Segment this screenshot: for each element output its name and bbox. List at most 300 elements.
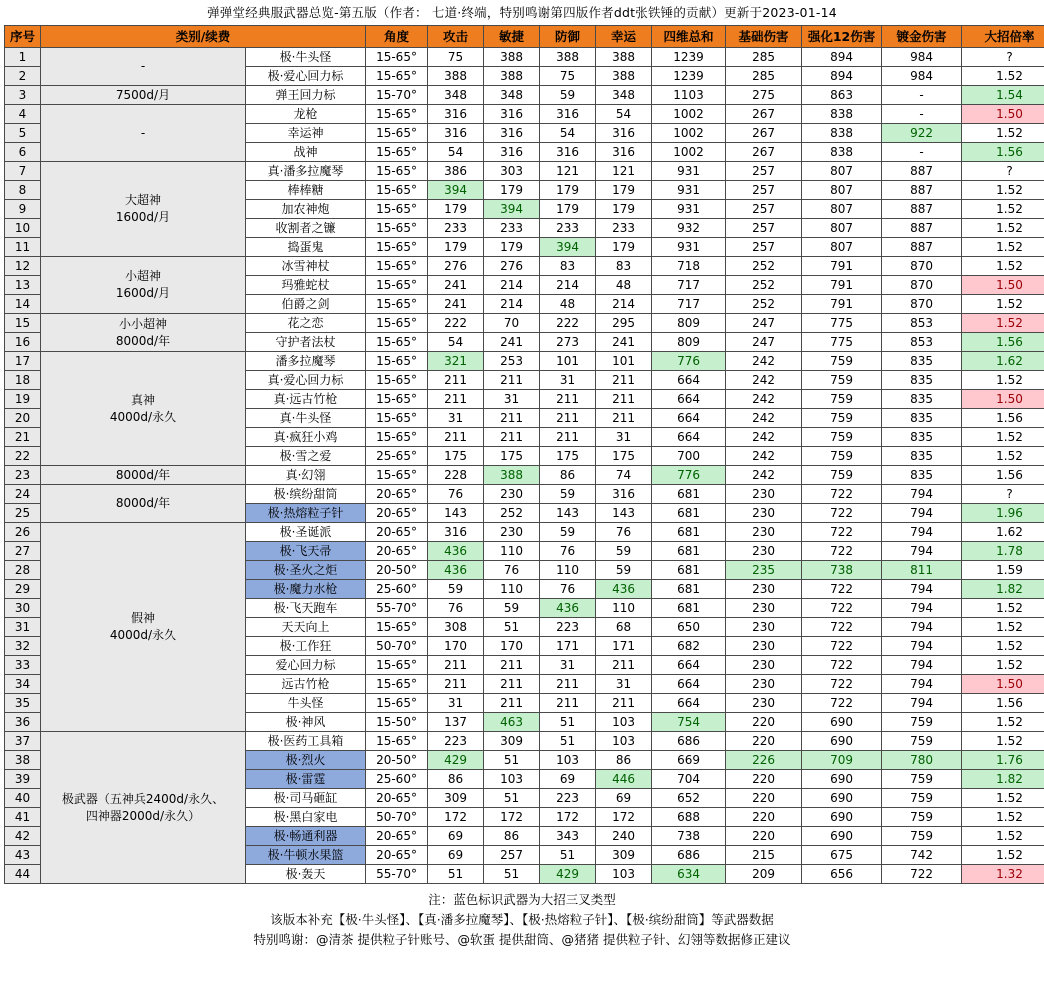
- luck-value: 179: [596, 181, 652, 200]
- weapon-name: 极·神风: [246, 713, 366, 732]
- ultimate-multiplier-value: 1.78: [962, 542, 1044, 561]
- sum-value: 681: [652, 542, 726, 561]
- enhance12-damage-value: 690: [802, 732, 882, 751]
- table-row: [5, 162, 1044, 181]
- base-damage-value: 242: [726, 428, 802, 447]
- sum-value: 681: [652, 485, 726, 504]
- luck-value: 179: [596, 200, 652, 219]
- base-damage-value: 257: [726, 162, 802, 181]
- agility-value: 179: [484, 181, 540, 200]
- angle-value: 15-65°: [366, 162, 428, 181]
- defense-value: 394: [540, 238, 596, 257]
- gold-damage-value: 870: [882, 295, 962, 314]
- angle-value: 55-70°: [366, 599, 428, 618]
- sum-value: 664: [652, 371, 726, 390]
- attack-value: 179: [428, 200, 484, 219]
- attack-value: 348: [428, 86, 484, 105]
- row-index: 20: [5, 409, 41, 428]
- weapon-name: 真·爱心回力标: [246, 371, 366, 390]
- attack-value: 69: [428, 846, 484, 865]
- attack-value: 211: [428, 428, 484, 447]
- table-body: [5, 48, 1044, 884]
- sum-value: 681: [652, 561, 726, 580]
- luck-value: 74: [596, 466, 652, 485]
- attack-value: 308: [428, 618, 484, 637]
- base-damage-value: 285: [726, 48, 802, 67]
- table-header-row: [5, 26, 1044, 48]
- luck-value: 233: [596, 219, 652, 238]
- ultimate-multiplier-value: 1.52: [962, 447, 1044, 466]
- sum-value: 776: [652, 466, 726, 485]
- agility-value: 179: [484, 238, 540, 257]
- row-index: 12: [5, 257, 41, 276]
- row-index: 44: [5, 865, 41, 884]
- sum-value: 1002: [652, 124, 726, 143]
- base-damage-value: 230: [726, 542, 802, 561]
- weapon-name: 极·飞天帚: [246, 542, 366, 561]
- header-sum: 四维总和: [652, 26, 726, 48]
- base-damage-value: 242: [726, 390, 802, 409]
- row-index: 31: [5, 618, 41, 637]
- weapon-name: 天天向上: [246, 618, 366, 637]
- ultimate-multiplier-value: 1.52: [962, 181, 1044, 200]
- attack-value: 241: [428, 276, 484, 295]
- base-damage-value: 220: [726, 770, 802, 789]
- ultimate-multiplier-value: 1.82: [962, 580, 1044, 599]
- agility-value: 316: [484, 105, 540, 124]
- row-index: 26: [5, 523, 41, 542]
- enhance12-damage-value: 722: [802, 580, 882, 599]
- gold-damage-value: 887: [882, 238, 962, 257]
- agility-value: 211: [484, 371, 540, 390]
- defense-value: 211: [540, 409, 596, 428]
- enhance12-damage-value: 759: [802, 447, 882, 466]
- table-row: [5, 523, 1044, 542]
- gold-damage-value: 759: [882, 770, 962, 789]
- base-damage-value: 230: [726, 694, 802, 713]
- defense-value: 343: [540, 827, 596, 846]
- agility-value: 348: [484, 86, 540, 105]
- agility-value: 172: [484, 808, 540, 827]
- base-damage-value: 220: [726, 732, 802, 751]
- base-damage-value: 257: [726, 200, 802, 219]
- row-index: 6: [5, 143, 41, 162]
- agility-value: 211: [484, 656, 540, 675]
- defense-value: 51: [540, 713, 596, 732]
- attack-value: 170: [428, 637, 484, 656]
- attack-value: 175: [428, 447, 484, 466]
- attack-value: 316: [428, 105, 484, 124]
- defense-value: 223: [540, 789, 596, 808]
- weapon-table: [4, 25, 1044, 884]
- enhance12-damage-value: 775: [802, 314, 882, 333]
- luck-value: 211: [596, 371, 652, 390]
- gold-damage-value: 835: [882, 390, 962, 409]
- ultimate-multiplier-value: 1.56: [962, 466, 1044, 485]
- enhance12-damage-value: 722: [802, 694, 882, 713]
- enhance12-damage-value: 759: [802, 390, 882, 409]
- sum-value: 1239: [652, 67, 726, 86]
- base-damage-value: 242: [726, 371, 802, 390]
- sum-value: 664: [652, 656, 726, 675]
- luck-value: 316: [596, 143, 652, 162]
- sum-value: 664: [652, 409, 726, 428]
- row-index: 2: [5, 67, 41, 86]
- luck-value: 295: [596, 314, 652, 333]
- angle-value: 25-60°: [366, 770, 428, 789]
- attack-value: 31: [428, 694, 484, 713]
- gold-damage-value: -: [882, 143, 962, 162]
- weapon-name: 极·黑白家电: [246, 808, 366, 827]
- angle-value: 50-70°: [366, 637, 428, 656]
- angle-value: 15-50°: [366, 713, 428, 732]
- gold-damage-value: 835: [882, 447, 962, 466]
- luck-value: 388: [596, 67, 652, 86]
- row-index: 25: [5, 504, 41, 523]
- base-damage-value: 247: [726, 314, 802, 333]
- ultimate-multiplier-value: 1.52: [962, 827, 1044, 846]
- luck-value: 179: [596, 238, 652, 257]
- row-index: 18: [5, 371, 41, 390]
- weapon-name: 龙枪: [246, 105, 366, 124]
- category-cell: 极武器（五神兵2400d/永久、 四神器2000d/永久）: [41, 732, 246, 884]
- sum-value: 931: [652, 181, 726, 200]
- ultimate-multiplier-value: ?: [962, 162, 1044, 181]
- base-damage-value: 226: [726, 751, 802, 770]
- sum-value: 931: [652, 238, 726, 257]
- row-index: 17: [5, 352, 41, 371]
- enhance12-damage-value: 722: [802, 675, 882, 694]
- row-index: 33: [5, 656, 41, 675]
- angle-value: 15-65°: [366, 314, 428, 333]
- agility-value: 214: [484, 295, 540, 314]
- defense-value: 143: [540, 504, 596, 523]
- row-index: 8: [5, 181, 41, 200]
- luck-value: 69: [596, 789, 652, 808]
- sum-value: 717: [652, 295, 726, 314]
- gold-damage-value: 759: [882, 713, 962, 732]
- row-index: 3: [5, 86, 41, 105]
- defense-value: 223: [540, 618, 596, 637]
- gold-damage-value: 794: [882, 637, 962, 656]
- weapon-name: 真·疯狂小鸡: [246, 428, 366, 447]
- angle-value: 15-65°: [366, 295, 428, 314]
- defense-value: 103: [540, 751, 596, 770]
- enhance12-damage-value: 759: [802, 466, 882, 485]
- sum-value: 931: [652, 200, 726, 219]
- weapon-name: 幸运神: [246, 124, 366, 143]
- weapon-name: 极·畅通利器: [246, 827, 366, 846]
- defense-value: 222: [540, 314, 596, 333]
- angle-value: 15-65°: [366, 219, 428, 238]
- row-index: 27: [5, 542, 41, 561]
- agility-value: 175: [484, 447, 540, 466]
- ultimate-multiplier-value: 1.52: [962, 371, 1044, 390]
- attack-value: 76: [428, 485, 484, 504]
- angle-value: 15-65°: [366, 466, 428, 485]
- defense-value: 175: [540, 447, 596, 466]
- base-damage-value: 230: [726, 618, 802, 637]
- enhance12-damage-value: 722: [802, 485, 882, 504]
- gold-damage-value: 742: [882, 846, 962, 865]
- gold-damage-value: 853: [882, 314, 962, 333]
- row-index: 43: [5, 846, 41, 865]
- category-cell: 8000d/年: [41, 466, 246, 485]
- enhance12-damage-value: 838: [802, 105, 882, 124]
- ultimate-multiplier-value: ?: [962, 485, 1044, 504]
- gold-damage-value: 759: [882, 827, 962, 846]
- gold-damage-value: 759: [882, 808, 962, 827]
- ultimate-multiplier-value: 1.76: [962, 751, 1044, 770]
- attack-value: 394: [428, 181, 484, 200]
- enhance12-damage-value: 722: [802, 523, 882, 542]
- gold-damage-value: 794: [882, 675, 962, 694]
- weapon-name: 真·潘多拉魔琴: [246, 162, 366, 181]
- header-attack: 攻击: [428, 26, 484, 48]
- ultimate-multiplier-value: 1.32: [962, 865, 1044, 884]
- enhance12-damage-value: 838: [802, 143, 882, 162]
- agility-value: 241: [484, 333, 540, 352]
- ultimate-multiplier-value: 1.52: [962, 238, 1044, 257]
- category-cell: 大超神 1600d/月: [41, 162, 246, 257]
- ultimate-multiplier-value: 1.52: [962, 732, 1044, 751]
- row-index: 32: [5, 637, 41, 656]
- agility-value: 110: [484, 542, 540, 561]
- ultimate-multiplier-value: 1.52: [962, 599, 1044, 618]
- base-damage-value: 257: [726, 219, 802, 238]
- sum-value: 932: [652, 219, 726, 238]
- weapon-name: 极·牛头怪: [246, 48, 366, 67]
- enhance12-damage-value: 690: [802, 808, 882, 827]
- row-index: 35: [5, 694, 41, 713]
- defense-value: 75: [540, 67, 596, 86]
- ultimate-multiplier-value: 1.56: [962, 694, 1044, 713]
- base-damage-value: 242: [726, 409, 802, 428]
- angle-value: 20-65°: [366, 542, 428, 561]
- angle-value: 20-50°: [366, 751, 428, 770]
- defense-value: 172: [540, 808, 596, 827]
- angle-value: 15-65°: [366, 257, 428, 276]
- defense-value: 121: [540, 162, 596, 181]
- category-cell: 假神 4000d/永久: [41, 523, 246, 732]
- table-row: [5, 86, 1044, 105]
- row-index: 4: [5, 105, 41, 124]
- sum-value: 681: [652, 523, 726, 542]
- defense-value: 59: [540, 86, 596, 105]
- agility-value: 86: [484, 827, 540, 846]
- sum-value: 809: [652, 314, 726, 333]
- defense-value: 86: [540, 466, 596, 485]
- row-index: 10: [5, 219, 41, 238]
- agility-value: 31: [484, 390, 540, 409]
- agility-value: 230: [484, 485, 540, 504]
- gold-damage-value: 794: [882, 599, 962, 618]
- agility-value: 230: [484, 523, 540, 542]
- enhance12-damage-value: 722: [802, 618, 882, 637]
- row-index: 1: [5, 48, 41, 67]
- base-damage-value: 285: [726, 67, 802, 86]
- category-cell: 真神 4000d/永久: [41, 352, 246, 466]
- angle-value: 15-65°: [366, 618, 428, 637]
- attack-value: 75: [428, 48, 484, 67]
- defense-value: 211: [540, 390, 596, 409]
- defense-value: 51: [540, 732, 596, 751]
- sum-value: 704: [652, 770, 726, 789]
- base-damage-value: 215: [726, 846, 802, 865]
- angle-value: 20-65°: [366, 789, 428, 808]
- weapon-name: 收割者之镰: [246, 219, 366, 238]
- angle-value: 15-65°: [366, 390, 428, 409]
- gold-damage-value: 887: [882, 162, 962, 181]
- ultimate-multiplier-value: 1.56: [962, 333, 1044, 352]
- weapon-name: 真·幻翎: [246, 466, 366, 485]
- weapon-name: 极·飞天跑车: [246, 599, 366, 618]
- ultimate-multiplier-value: 1.52: [962, 257, 1044, 276]
- agility-value: 388: [484, 48, 540, 67]
- row-index: 11: [5, 238, 41, 257]
- gold-damage-value: 835: [882, 466, 962, 485]
- gold-damage-value: 759: [882, 732, 962, 751]
- sum-value: 652: [652, 789, 726, 808]
- attack-value: 54: [428, 333, 484, 352]
- enhance12-damage-value: 759: [802, 428, 882, 447]
- enhance12-damage-value: 759: [802, 352, 882, 371]
- gold-damage-value: 853: [882, 333, 962, 352]
- ultimate-multiplier-value: 1.52: [962, 314, 1044, 333]
- gold-damage-value: 780: [882, 751, 962, 770]
- row-index: 7: [5, 162, 41, 181]
- gold-damage-value: 794: [882, 504, 962, 523]
- base-damage-value: 220: [726, 713, 802, 732]
- enhance12-damage-value: 791: [802, 257, 882, 276]
- sum-value: 1002: [652, 143, 726, 162]
- weapon-name: 棒棒糖: [246, 181, 366, 200]
- luck-value: 446: [596, 770, 652, 789]
- sum-value: 682: [652, 637, 726, 656]
- angle-value: 15-65°: [366, 67, 428, 86]
- sum-value: 686: [652, 732, 726, 751]
- header-enhance12-damage: 强化12伤害: [802, 26, 882, 48]
- row-index: 37: [5, 732, 41, 751]
- gold-damage-value: 835: [882, 428, 962, 447]
- enhance12-damage-value: 722: [802, 542, 882, 561]
- category-cell: 7500d/月: [41, 86, 246, 105]
- gold-damage-value: 870: [882, 257, 962, 276]
- sum-value: 688: [652, 808, 726, 827]
- sum-value: 664: [652, 428, 726, 447]
- gold-damage-value: 887: [882, 200, 962, 219]
- angle-value: 20-65°: [366, 504, 428, 523]
- luck-value: 103: [596, 865, 652, 884]
- base-damage-value: 242: [726, 352, 802, 371]
- weapon-name: 弹王回力标: [246, 86, 366, 105]
- weapon-name: 极·缤纷甜筒: [246, 485, 366, 504]
- ultimate-multiplier-value: 1.52: [962, 846, 1044, 865]
- base-damage-value: 267: [726, 105, 802, 124]
- defense-value: 48: [540, 295, 596, 314]
- luck-value: 240: [596, 827, 652, 846]
- attack-value: 309: [428, 789, 484, 808]
- enhance12-damage-value: 775: [802, 333, 882, 352]
- defense-value: 76: [540, 542, 596, 561]
- angle-value: 20-65°: [366, 827, 428, 846]
- luck-value: 31: [596, 675, 652, 694]
- agility-value: 76: [484, 561, 540, 580]
- attack-value: 76: [428, 599, 484, 618]
- luck-value: 143: [596, 504, 652, 523]
- sum-value: 664: [652, 390, 726, 409]
- row-index: 13: [5, 276, 41, 295]
- defense-value: 211: [540, 428, 596, 447]
- gold-damage-value: 835: [882, 371, 962, 390]
- row-index: 15: [5, 314, 41, 333]
- attack-value: 228: [428, 466, 484, 485]
- attack-value: 436: [428, 542, 484, 561]
- base-damage-value: 257: [726, 238, 802, 257]
- base-damage-value: 230: [726, 675, 802, 694]
- attack-value: 51: [428, 865, 484, 884]
- angle-value: 15-65°: [366, 238, 428, 257]
- weapon-name: 极·轰天: [246, 865, 366, 884]
- agility-value: 276: [484, 257, 540, 276]
- attack-value: 143: [428, 504, 484, 523]
- luck-value: 83: [596, 257, 652, 276]
- angle-value: 15-65°: [366, 105, 428, 124]
- table-row: [5, 48, 1044, 67]
- defense-value: 31: [540, 371, 596, 390]
- ultimate-multiplier-value: 1.56: [962, 143, 1044, 162]
- weapon-name: 玛雅蛇杖: [246, 276, 366, 295]
- enhance12-damage-value: 894: [802, 48, 882, 67]
- agility-value: 388: [484, 67, 540, 86]
- base-damage-value: 275: [726, 86, 802, 105]
- gold-damage-value: 984: [882, 48, 962, 67]
- ultimate-multiplier-value: 1.50: [962, 675, 1044, 694]
- ultimate-multiplier-value: 1.54: [962, 86, 1044, 105]
- base-damage-value: 257: [726, 181, 802, 200]
- attack-value: 211: [428, 675, 484, 694]
- weapon-name: 极·雷霆: [246, 770, 366, 789]
- ultimate-multiplier-value: 1.50: [962, 390, 1044, 409]
- enhance12-damage-value: 894: [802, 67, 882, 86]
- defense-value: 179: [540, 200, 596, 219]
- enhance12-damage-value: 722: [802, 656, 882, 675]
- header-defense: 防御: [540, 26, 596, 48]
- defense-value: 316: [540, 143, 596, 162]
- base-damage-value: 230: [726, 599, 802, 618]
- row-index: 42: [5, 827, 41, 846]
- ultimate-multiplier-value: 1.52: [962, 200, 1044, 219]
- angle-value: 50-70°: [366, 808, 428, 827]
- page-title: 弹弹堂经典服武器总览-第五版（作者： 七道·终端，特别鸣谢第四版作者ddt张铁锤的贡献）更新于2023-01-14: [207, 5, 837, 20]
- luck-value: 211: [596, 694, 652, 713]
- luck-value: 68: [596, 618, 652, 637]
- ultimate-multiplier-value: 1.50: [962, 276, 1044, 295]
- agility-value: 257: [484, 846, 540, 865]
- weapon-name: 战神: [246, 143, 366, 162]
- gold-damage-value: 794: [882, 694, 962, 713]
- defense-value: 388: [540, 48, 596, 67]
- angle-value: 20-65°: [366, 523, 428, 542]
- base-damage-value: 252: [726, 295, 802, 314]
- agility-value: 214: [484, 276, 540, 295]
- ultimate-multiplier-value: 1.52: [962, 219, 1044, 238]
- table-row: [5, 105, 1044, 124]
- attack-value: 276: [428, 257, 484, 276]
- sum-value: 664: [652, 675, 726, 694]
- base-damage-value: 230: [726, 637, 802, 656]
- sum-value: 1239: [652, 48, 726, 67]
